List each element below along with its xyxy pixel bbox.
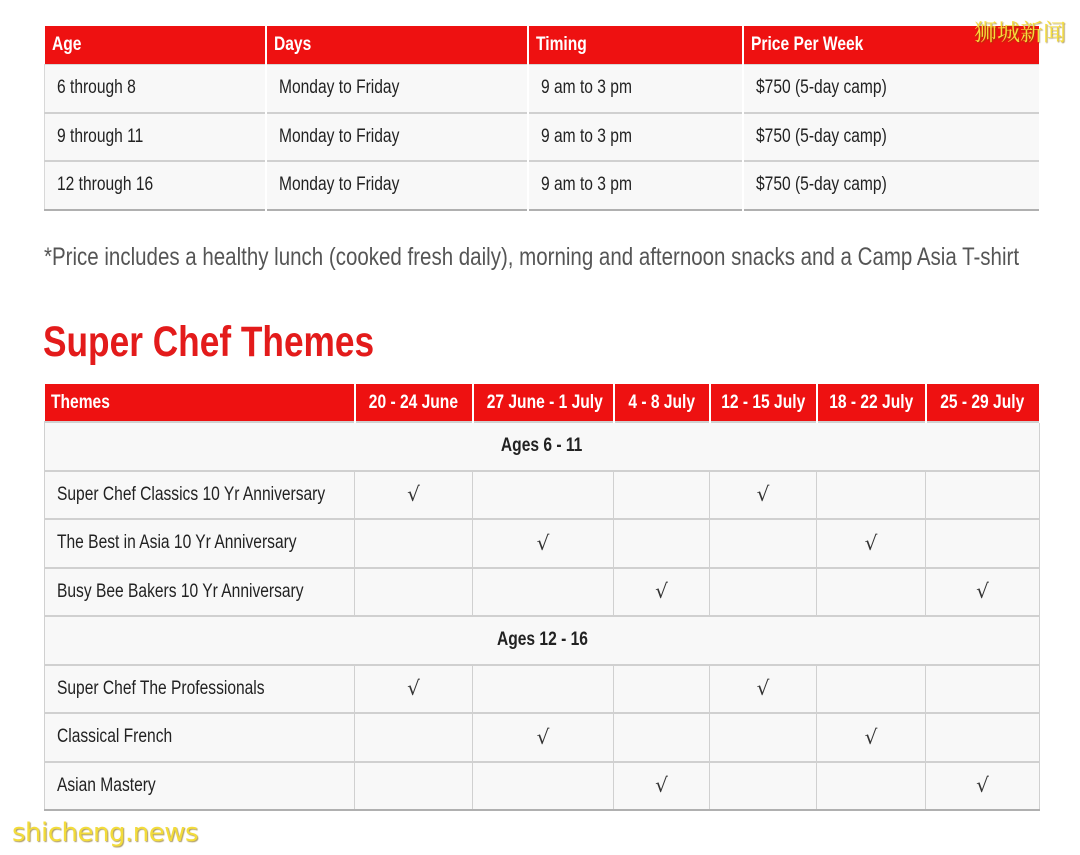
pricing-cell-days: Monday to Friday (266, 113, 528, 162)
check-mark: √ (976, 773, 989, 798)
theme-name: Super Chef The Professionals (57, 677, 265, 699)
pricing-cell-age: 9 through 11 (45, 113, 266, 162)
week-cell (614, 568, 710, 617)
check-mark: √ (407, 482, 420, 507)
table-row (45, 471, 1040, 520)
week-cell (710, 519, 817, 568)
week-cell (473, 568, 614, 617)
check-mark: √ (655, 773, 668, 798)
watermark-top: 狮城新闻 (974, 20, 1066, 46)
week-cell (817, 713, 926, 762)
age-group-row (45, 616, 1040, 665)
themes-table (44, 384, 1041, 811)
pricing-cell-price: $750 (5-day camp) (743, 113, 1040, 162)
week-cell (614, 762, 710, 811)
check-mark: √ (756, 676, 770, 701)
age-group-row (45, 422, 1040, 471)
week-cell (926, 519, 1040, 568)
theme-name: The Best in Asia 10 Yr Anniversary (57, 532, 297, 554)
week-cell (926, 471, 1040, 520)
watermark-bottom: shicheng.news (12, 818, 199, 848)
week-cell (614, 665, 710, 714)
week-cell (817, 568, 926, 617)
week-cell (614, 471, 710, 520)
themes-header-week: 12 - 15 July (710, 384, 817, 422)
week-cell (355, 568, 473, 617)
check-mark: √ (407, 676, 420, 701)
themes-header-week: 25 - 29 July (926, 384, 1040, 422)
week-cell (355, 713, 473, 762)
theme-name-cell (45, 519, 355, 568)
table-row (45, 665, 1040, 714)
check-mark: √ (536, 724, 550, 749)
week-cell (926, 568, 1040, 617)
pricing-cell-age: 6 through 8 (45, 64, 266, 113)
theme-name: Super Chef Classics 10 Yr Anniversary (57, 483, 326, 505)
week-cell (926, 762, 1040, 811)
pricing-header-row (45, 26, 1040, 64)
theme-name-cell (45, 665, 355, 714)
themes-header-week: 27 June - 1 July (473, 384, 614, 422)
section-title: Super Chef Themes (43, 318, 375, 366)
week-cell (473, 471, 614, 520)
week-cell (614, 519, 710, 568)
theme-name: Asian Mastery (57, 774, 156, 796)
check-mark: √ (864, 724, 878, 749)
week-cell (355, 519, 473, 568)
week-cell (817, 471, 926, 520)
week-cell (817, 665, 926, 714)
pricing-header-price: Price Per Week (743, 26, 1040, 64)
pricing-cell-timing: 9 am to 3 pm (528, 113, 743, 162)
age-group-label (45, 422, 1040, 471)
week-cell (710, 471, 817, 520)
price-note: *Price includes a healthy lunch (cooked fresh daily), morning and afternoon snacks and a Camp Asia T-shirt (44, 243, 1020, 271)
week-cell (710, 665, 817, 714)
check-mark: √ (976, 579, 989, 604)
pricing-header-timing: Timing (528, 26, 743, 64)
pricing-table (44, 26, 1041, 211)
week-cell (473, 665, 614, 714)
age-group-label (45, 616, 1040, 665)
theme-name: Classical French (57, 726, 173, 748)
pricing-cell-age: 12 through 16 (45, 161, 266, 210)
week-cell (817, 762, 926, 811)
table-row (45, 64, 1040, 113)
age-group-text: Ages 12 - 16 (496, 629, 588, 651)
table-row (45, 762, 1040, 811)
pricing-header-age: Age (45, 26, 266, 64)
themes-header-week: 20 - 24 June (355, 384, 473, 422)
week-cell (710, 762, 817, 811)
themes-header-themes: Themes (45, 384, 355, 422)
week-cell (817, 519, 926, 568)
pricing-cell-price: $750 (5-day camp) (743, 64, 1040, 113)
table-row (45, 113, 1040, 162)
themes-header-week: 4 - 8 July (614, 384, 710, 422)
table-row (45, 519, 1040, 568)
check-mark: √ (756, 482, 770, 507)
week-cell (710, 568, 817, 617)
theme-name: Busy Bee Bakers 10 Yr Anniversary (57, 580, 304, 602)
week-cell (355, 665, 473, 714)
pricing-cell-timing: 9 am to 3 pm (528, 161, 743, 210)
check-mark: √ (864, 530, 878, 555)
week-cell (473, 713, 614, 762)
week-cell (614, 713, 710, 762)
table-row (45, 161, 1040, 210)
week-cell (355, 471, 473, 520)
themes-header-week: 18 - 22 July (817, 384, 926, 422)
pricing-cell-days: Monday to Friday (266, 161, 528, 210)
table-row (45, 568, 1040, 617)
week-cell (473, 519, 614, 568)
week-cell (355, 762, 473, 811)
check-mark: √ (536, 530, 550, 555)
table-row (45, 713, 1040, 762)
week-cell (473, 762, 614, 811)
week-cell (926, 665, 1040, 714)
pricing-cell-price: $750 (5-day camp) (743, 161, 1040, 210)
week-cell (926, 713, 1040, 762)
week-cell (710, 713, 817, 762)
theme-name-cell (45, 762, 355, 811)
theme-name-cell (45, 713, 355, 762)
pricing-cell-days: Monday to Friday (266, 64, 528, 113)
pricing-header-days: Days (266, 26, 528, 64)
check-mark: √ (655, 579, 668, 604)
themes-header-row (45, 384, 1040, 422)
theme-name-cell (45, 568, 355, 617)
pricing-cell-timing: 9 am to 3 pm (528, 64, 743, 113)
age-group-text: Ages 6 - 11 (501, 435, 583, 457)
theme-name-cell (45, 471, 355, 520)
